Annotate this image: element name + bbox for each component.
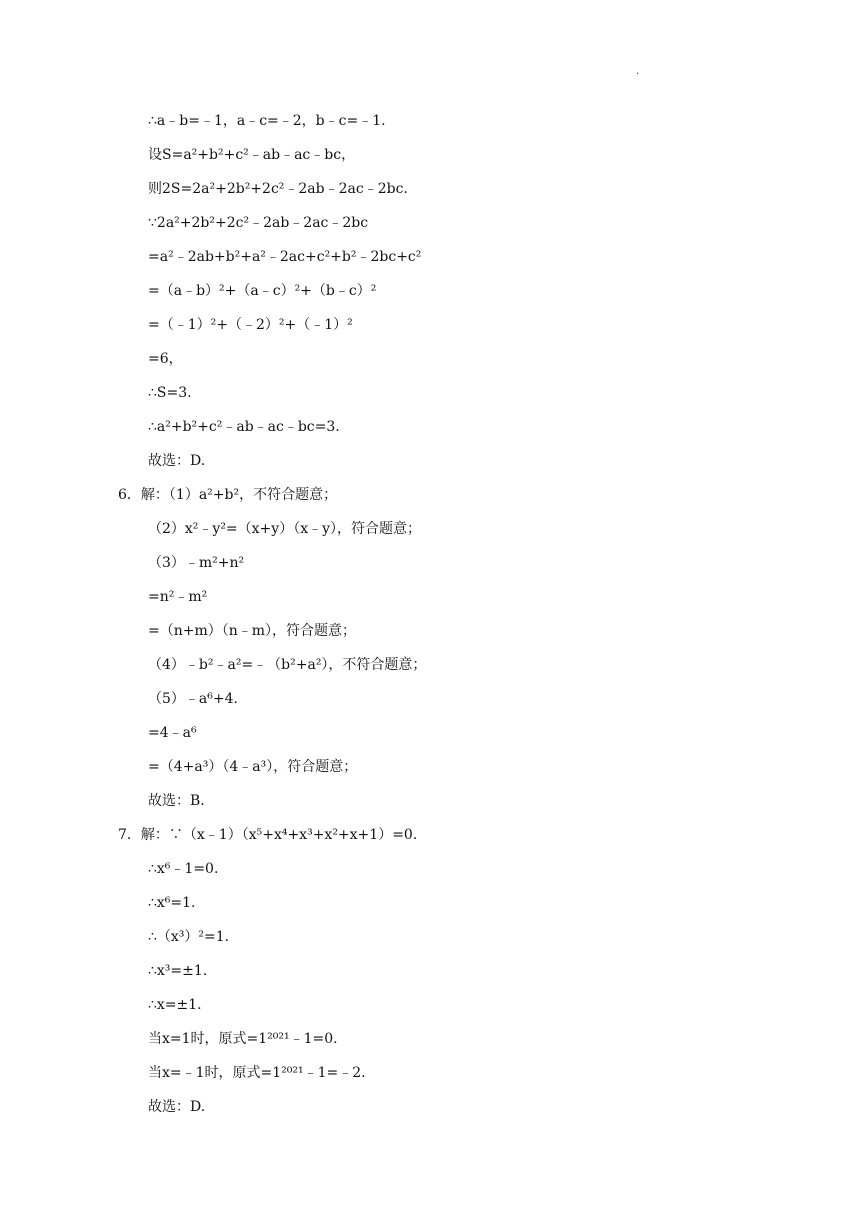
solution-line: =6， — [148, 351, 183, 367]
solution-line: =a²﹣2ab+b²+a²﹣2ac+c²+b²﹣2bc+c² — [148, 249, 422, 265]
page-dot: . — [636, 66, 640, 77]
solution-line: （4）﹣b²﹣a²=﹣（b²+a²），不符合题意； — [148, 657, 427, 673]
solution-line: 当x=1时，原式=1²⁰²¹﹣1=0. — [148, 1031, 338, 1047]
solution-line: （2）x²﹣y²=（x+y）（x﹣y），符合题意； — [148, 521, 422, 537]
solution-line: =（n+m）（n﹣m），符合题意； — [148, 623, 357, 639]
solution-line: 当x=﹣1时，原式=1²⁰²¹﹣1=﹣2. — [148, 1065, 366, 1081]
solution-line: =4﹣a⁶ — [148, 725, 197, 741]
solution-line: =n²﹣m² — [148, 589, 208, 605]
solution-line: ∵2a²+2b²+2c²﹣2ab﹣2ac﹣2bc — [148, 215, 369, 231]
solution-line: （3）﹣m²+n² — [148, 555, 245, 571]
solution-line: ∴（x³）²=1. — [148, 929, 230, 945]
solution-line: ∴x³=±1. — [148, 963, 208, 979]
solution-line: ∴a²+b²+c²﹣ab﹣ac﹣bc=3. — [148, 419, 340, 435]
solution-line: =（﹣1）²+（﹣2）²+（﹣1）² — [148, 317, 353, 333]
solution-line: =（a﹣b）²+（a﹣c）²+（b﹣c）² — [148, 283, 377, 299]
problem-heading: 7．解：∵（x﹣1）（x⁵+x⁴+x³+x²+x+1）=0. — [118, 827, 418, 843]
solution-line: ∴S=3. — [148, 385, 192, 401]
solution-line: （5）﹣a⁶+4. — [148, 691, 238, 707]
problem-heading: 6．解：（1）a²+b²，不符合题意； — [118, 487, 338, 503]
answer-line: 故选：D. — [148, 1099, 206, 1115]
answer-line: 故选：B. — [148, 793, 205, 809]
solution-line: ∴x⁶﹣1=0. — [148, 861, 219, 877]
solution-line: ∴x=±1. — [148, 997, 202, 1013]
answer-line: 故选：D. — [148, 453, 206, 469]
solution-line: =（4+a³）（4﹣a³），符合题意； — [148, 759, 358, 775]
solution-line: 则2S=2a²+2b²+2c²﹣2ab﹣2ac﹣2bc. — [148, 181, 408, 197]
solution-line: ∴a﹣b=﹣1，a﹣c=﹣2，b﹣c=﹣1. — [148, 113, 386, 129]
solution-line: 设S=a²+b²+c²﹣ab﹣ac﹣bc， — [148, 147, 356, 163]
solution-line: ∴x⁶=1. — [148, 895, 196, 911]
